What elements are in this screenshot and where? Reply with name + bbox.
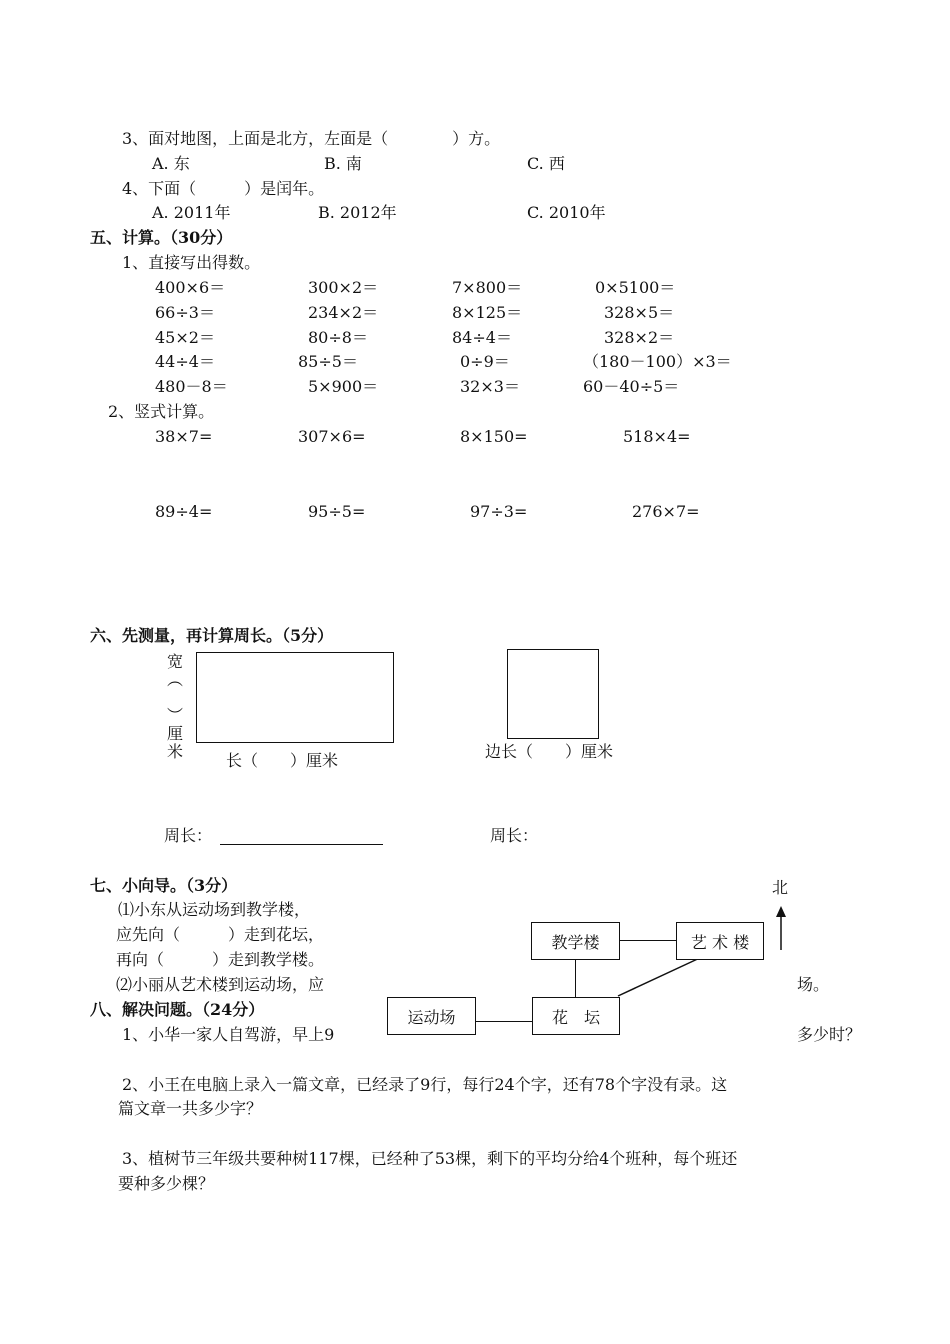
q4-option-a: A. 2011年 bbox=[152, 203, 231, 222]
oral-item: 60－40÷5＝ bbox=[583, 377, 680, 396]
oral-item: 5×900＝ bbox=[308, 377, 379, 396]
square-shape bbox=[507, 649, 599, 739]
perimeter-answer-line bbox=[220, 844, 383, 845]
q4-option-b: B. 2012年 bbox=[318, 203, 397, 222]
oral-item: 328×2＝ bbox=[604, 328, 675, 347]
section5-sub2: 2、竖式计算。 bbox=[108, 402, 215, 421]
oral-item: 66÷3＝ bbox=[155, 303, 215, 322]
section5-title: 五、计算。（30分） bbox=[90, 228, 233, 247]
map-connector bbox=[575, 959, 576, 997]
map-box-yundongchang: 运动场 bbox=[387, 997, 476, 1035]
oral-item: 32×3＝ bbox=[460, 377, 520, 396]
oral-item: 234×2＝ bbox=[308, 303, 379, 322]
oral-item: 84÷4＝ bbox=[452, 328, 512, 347]
guide-line-3: 再向（ ）走到教学楼。 bbox=[116, 950, 325, 969]
problem-3: 3、植树节三年级共要种树117棵，已经种了53棵，剩下的平均分给4个班种，每个班还 bbox=[122, 1149, 738, 1168]
q4-stem: 4、下面（ ）是闰年。 bbox=[122, 179, 325, 198]
guide-line-2: 应先向（ ）走到花坛， bbox=[116, 925, 325, 944]
map-connector bbox=[475, 1021, 533, 1022]
problem-2: 2、小王在电脑上录入一篇文章，已经录了9行，每行24个字，还有78个字没有录。这 bbox=[122, 1075, 728, 1094]
q3-option-a: A. 东 bbox=[152, 154, 190, 173]
q3-option-c: C. 西 bbox=[527, 154, 565, 173]
oral-item: 45×2＝ bbox=[155, 328, 215, 347]
oral-item: 44÷4＝ bbox=[155, 352, 215, 371]
vertical-item: 276×7= bbox=[632, 502, 700, 521]
guide-line-4: ⑵小丽从艺术楼到运动场，应 bbox=[116, 975, 325, 994]
guide-line-4-end: 场。 bbox=[797, 975, 830, 994]
oral-item: （180－100）×3＝ bbox=[583, 352, 732, 371]
map-box-yishulou: 艺 术 楼 bbox=[676, 922, 764, 960]
oral-item: 7×800＝ bbox=[452, 278, 523, 297]
guide-line-1: ⑴小东从运动场到教学楼， bbox=[118, 900, 311, 919]
oral-item: 85÷5＝ bbox=[298, 352, 358, 371]
q3-option-b: B. 南 bbox=[324, 154, 362, 173]
perimeter-label-2: 周长： bbox=[490, 826, 539, 845]
q3-stem: 3、面对地图，上面是北方，左面是（ ）方。 bbox=[122, 129, 501, 148]
problem-1-end: 多少时？ bbox=[797, 1025, 862, 1044]
oral-item: 328×5＝ bbox=[604, 303, 675, 322]
vertical-item: 518×4= bbox=[623, 427, 691, 446]
problem-2-cont: 篇文章一共多少字？ bbox=[118, 1099, 263, 1118]
oral-item: 480－8＝ bbox=[155, 377, 228, 396]
oral-item: 0×5100＝ bbox=[595, 278, 676, 297]
vertical-item: 8×150= bbox=[460, 427, 528, 446]
oral-item: 300×2＝ bbox=[308, 278, 379, 297]
section5-sub1: 1、直接写出得数。 bbox=[122, 253, 261, 272]
north-arrow-icon bbox=[774, 906, 788, 952]
length-label: 长（ ）厘米 bbox=[226, 751, 339, 770]
map-connector bbox=[619, 940, 677, 941]
width-label: 宽 ︵ ︶ 厘 米 bbox=[166, 652, 183, 761]
problem-1: 1、小华一家人自驾游，早上9 bbox=[122, 1025, 335, 1044]
map-box-jiaoxuelou: 教学楼 bbox=[531, 922, 620, 960]
map-box-huatan: 花 坛 bbox=[532, 997, 620, 1035]
section8-title: 八、解决问题。（24分） bbox=[90, 1000, 265, 1019]
section7-title: 七、小向导。（3分） bbox=[90, 876, 238, 895]
vertical-item: 307×6= bbox=[298, 427, 366, 446]
side-label: 边长（ ）厘米 bbox=[485, 742, 614, 761]
oral-item: 8×125＝ bbox=[452, 303, 523, 322]
vertical-item: 95÷5= bbox=[308, 502, 366, 521]
vertical-item: 89÷4= bbox=[155, 502, 213, 521]
problem-3-cont: 要种多少棵？ bbox=[118, 1174, 215, 1193]
oral-item: 80÷8＝ bbox=[308, 328, 368, 347]
vertical-item: 38×7= bbox=[155, 427, 213, 446]
perimeter-label-1: 周长： bbox=[164, 826, 213, 845]
oral-item: 400×6＝ bbox=[155, 278, 226, 297]
q4-option-c: C. 2010年 bbox=[527, 203, 606, 222]
north-label: 北 bbox=[772, 878, 789, 897]
oral-item: 0÷9＝ bbox=[460, 352, 510, 371]
rectangle-shape bbox=[196, 652, 394, 743]
section6-title: 六、先测量，再计算周长。（5分） bbox=[90, 626, 334, 645]
vertical-item: 97÷3= bbox=[470, 502, 528, 521]
